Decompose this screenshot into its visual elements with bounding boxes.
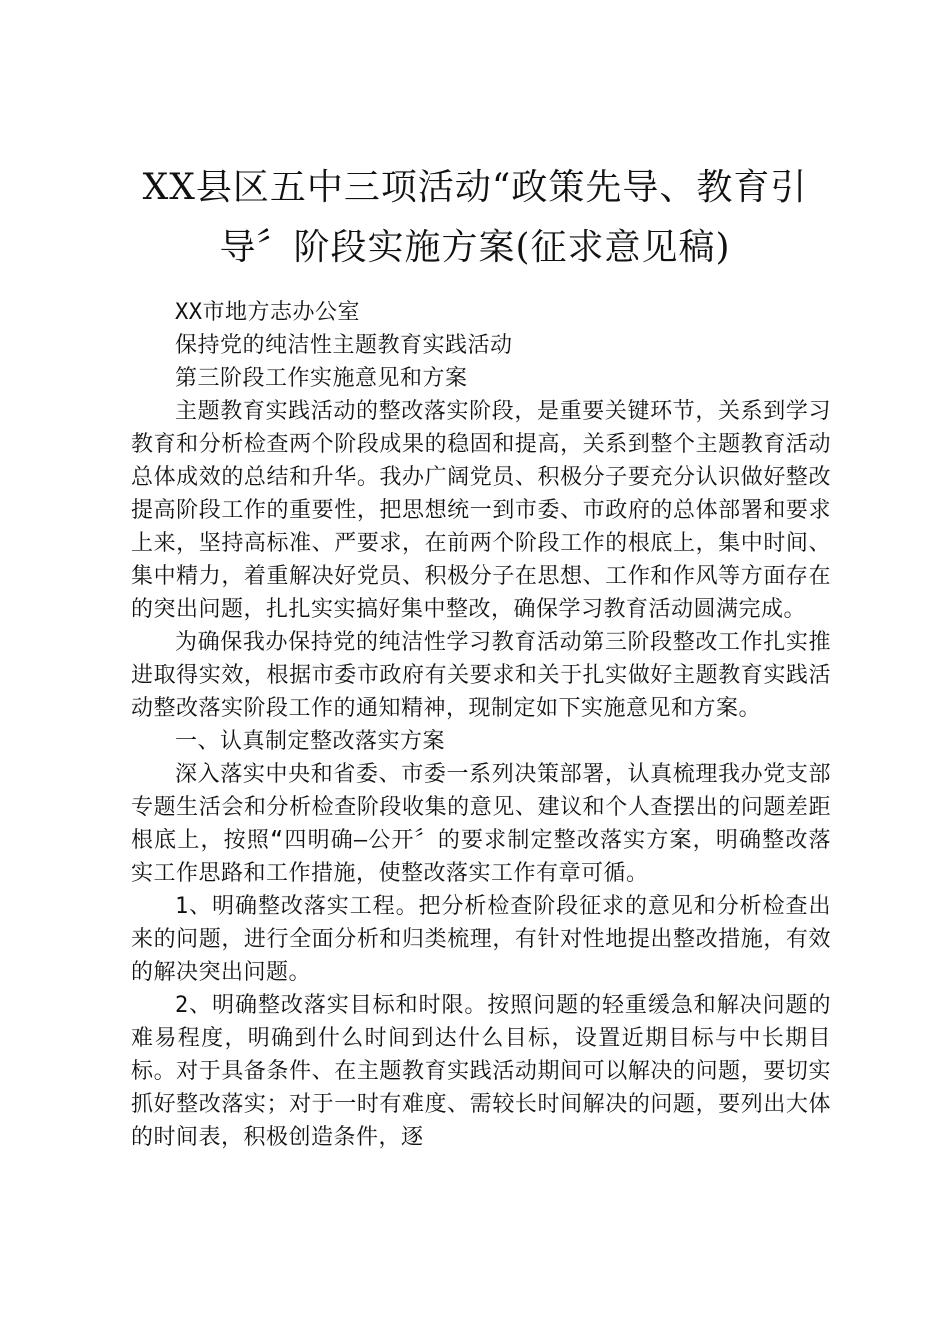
title-line-2: 导〞阶段实施方案(征求意见稿) <box>219 227 731 268</box>
title-line-1: XX县区五中三项活动“政策先导、教育引 <box>142 167 808 208</box>
numbered-item: 1、明确整改落实工程。把分析检查阶段征求的意见和分析检查出来的问题，进行全面分析和归类梳理，有针对性地提出整改措施，有效的解决突出问题。 <box>131 894 831 985</box>
document-title <box>115 158 835 278</box>
body-paragraph: 主题教育实践活动的整改落实阶段，是重要关键环节，关系到学习教育和分析检查两个阶段成果的稳固和提高，关系到整个主题教育活动总体成效的总结和升华。我办广阔党员、积极分子要充分认识做好整改提高阶段工作的重要性，把思想统一到市委、市政府的总体部署和要求上来，坚持高标准、严要求，在前两个阶段工作的根底上，集中时间、集中精力，着重解决好党员、积极分子在思想、工作和作风等方面存在的突出问题，扎扎实实搞好集中整改，确保学习教育活动圆满完成。 <box>131 399 831 622</box>
section-heading: 一、认真制定整改落实方案 <box>175 729 446 754</box>
subtitle-line: 第三阶段工作实施意见和方案 <box>175 366 468 391</box>
body-paragraph: 深入落实中央和省委、市委一系列决策部署，认真梳理我办党支部专题生活会和分析检查阶段收集的意见、建议和个人查摆出的问题差距根底上，按照“四明确—公开〞的要求制定整改落实方案，明确整改落实工作思路和工作措施，使整改落实工作有章可循。 <box>131 762 831 886</box>
document-body <box>131 296 831 1154</box>
body-paragraph: 为确保我办保持党的纯洁性学习教育活动第三阶段整改工作扎实推进取得实效，根据市委市政府有关要求和关于扎实做好主题教育实践活动整改落实阶段工作的通知精神，现制定如下实施意见和方案。 <box>131 630 831 721</box>
numbered-item: 2、明确整改落实目标和时限。按照问题的轻重缓急和解决问题的难易程度，明确到什么时间到达什么目标，设置近期目标与中长期目标。对于具备条件、在主题教育实践活动期间可以解决的问题，要切实抓好整改落实；对于一时有难度、需较长时间解决的问题，要列出大体的时间表，积极创造条件，逐 <box>131 993 831 1150</box>
subtitle-line: 保持党的纯洁性主题教育实践活动 <box>175 333 513 358</box>
issuer-line: XX市地方志办公室 <box>175 300 360 325</box>
